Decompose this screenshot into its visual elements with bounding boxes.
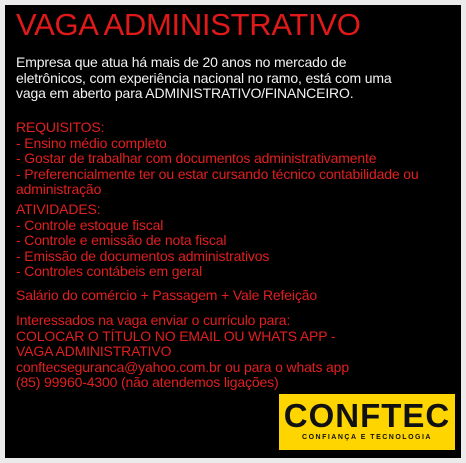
poster-title: VAGA ADMINISTRATIVO xyxy=(16,7,361,42)
atividades-section xyxy=(16,202,269,280)
atividades-heading: ATIVIDADES: xyxy=(16,201,101,217)
requisitos-heading: REQUISITOS: xyxy=(16,119,105,135)
requisitos-section xyxy=(16,120,419,198)
logo-tagline: CONFIANÇA E TECNOLOGIA xyxy=(302,434,432,441)
intro-line: Empresa que atua há mais de 20 anos no mercado de xyxy=(16,54,347,70)
intro-line: vaga em aberto para ADMINISTRATIVO/FINANCEIRO. xyxy=(16,85,354,102)
intro-text xyxy=(16,55,392,102)
requisito-item: - Preferencialmente ter ou estar cursando técnico contabilidade ou xyxy=(16,165,419,182)
requisito-item: administração xyxy=(16,181,102,198)
atividade-item: - Controle estoque fiscal xyxy=(16,216,164,233)
contato-line: COLOCAR O TÍTULO NO EMAIL OU WHATS APP - xyxy=(16,327,336,344)
atividade-item: - Emissão de documentos administrativos xyxy=(16,247,270,264)
atividade-item: - Controles contábeis em geral xyxy=(16,263,203,280)
contato-email: conftecseguranca@yahoo.com.br ou para o whats app xyxy=(16,358,349,375)
atividade-item: - Controle e emissão de nota fiscal xyxy=(16,232,227,249)
contato-line: VAGA ADMINISTRATIVO xyxy=(16,343,172,360)
logo-name: CONFTEC xyxy=(283,397,451,434)
job-poster xyxy=(5,5,461,458)
contato-phone: (85) 99960-4300 (não atendemos ligações) xyxy=(16,374,279,391)
contato-section xyxy=(16,313,349,391)
salario-text: Salário do comércio + Passagem + Vale Refeição xyxy=(16,287,318,303)
requisito-item: - Ensino médio completo xyxy=(16,134,167,151)
intro-line: eletrônicos, com experiência nacional no ramo, está com uma xyxy=(16,69,392,86)
conftec-logo xyxy=(279,394,455,450)
requisito-item: - Gostar de trabalhar com documentos administrativamente xyxy=(16,150,377,167)
contato-line: Interessados na vaga enviar o currículo para: xyxy=(16,312,291,328)
